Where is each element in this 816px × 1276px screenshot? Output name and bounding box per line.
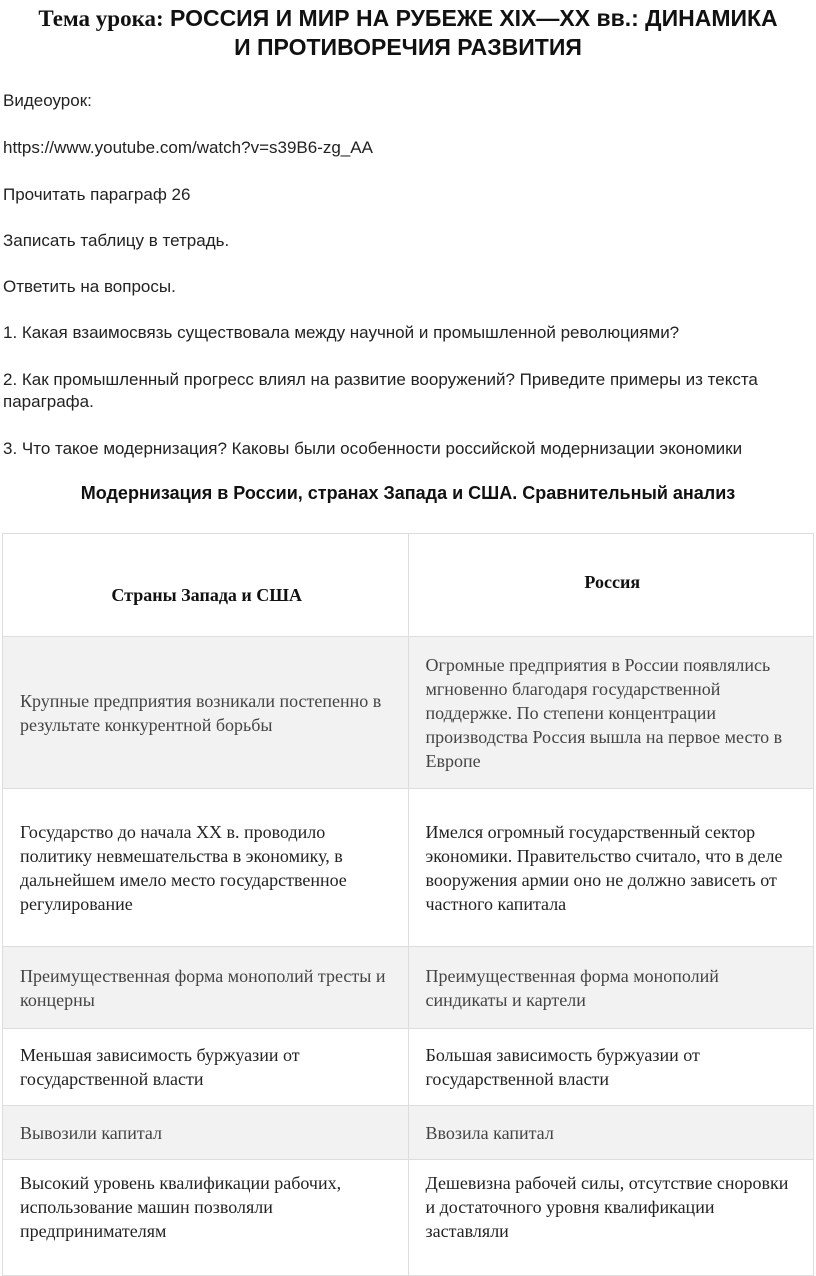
cell-west: Преимущественная форма монополий тресты и концерны <box>3 947 409 1029</box>
cell-russia: Преимущественная форма монополий синдикаты и картели <box>408 947 814 1029</box>
cell-russia: Ввозила капитал <box>408 1106 814 1160</box>
table-row <box>3 1160 814 1276</box>
table-row <box>3 1106 814 1160</box>
cell-russia: Дешевизна рабочей силы, отсутствие сноровки и достаточного уровня квалификации заставляли <box>408 1160 814 1276</box>
title-line-2: И ПРОТИВОРЕЧИЯ РАЗВИТИЯ <box>234 34 582 60</box>
video-link[interactable]: https://www.youtube.com/watch?v=s39B6-zg_AA <box>3 138 373 157</box>
title-prefix: Тема урока: <box>38 6 164 31</box>
cell-west: Вывозили капитал <box>3 1106 409 1160</box>
video-label: Видеоурок: <box>3 91 92 110</box>
header-west: Страны Запада и США <box>3 534 409 637</box>
question-1: 1. Какая взаимосвязь существовала между научной и промышленной революциями? <box>3 323 680 342</box>
table-title: Модернизация в России, странах Запада и США. Сравнительный анализ <box>80 483 736 503</box>
cell-russia: Огромные предприятия в России появлялись мгновенно благодаря государственной поддержке. По степени концентрации производства Россия вышла на первое место в Европе <box>408 637 814 789</box>
cell-west: Государство до начала XX в. проводило политику невмешательства в экономику, в дальнейшем имело место государственное регулирование <box>3 789 409 947</box>
page-title <box>0 0 816 61</box>
table-header-row <box>3 534 814 637</box>
cell-russia: Имелся огромный государственный сектор экономики. Правительство считало, что в деле вооружения армии оно не должно зависеть от частного капитала <box>408 789 814 947</box>
cell-russia: Большая зависимость буржуазии от государственной власти <box>408 1029 814 1106</box>
question-2: 2. Как промышленный прогресс влиял на развитие вооружений? Приведите примеры из текста параграфа. <box>3 370 758 411</box>
cell-west: Высокий уровень квалификации рабочих, использование машин позволяли предпринимателям <box>3 1160 409 1276</box>
read-instruction: Прочитать параграф 26 <box>3 185 191 204</box>
header-russia: Россия <box>408 534 814 637</box>
table-row <box>3 637 814 789</box>
table-row <box>3 789 814 947</box>
cell-west: Крупные предприятия возникали постепенно в результате конкурентной борьбы <box>3 637 409 789</box>
cell-west: Меньшая зависимость буржуазии от государственной власти <box>3 1029 409 1106</box>
title-line-1: РОССИЯ И МИР НА РУБЕЖЕ XIX—XX вв.: ДИНАМИКА <box>170 5 778 31</box>
table-row <box>3 947 814 1029</box>
comparison-table <box>2 533 814 1276</box>
write-instruction: Записать таблицу в тетрадь. <box>3 231 230 250</box>
table-row <box>3 1029 814 1106</box>
answer-instruction: Ответить на вопросы. <box>3 277 176 296</box>
question-3: 3. Что такое модернизация? Каковы были особенности российской модернизации экономики <box>3 439 743 458</box>
